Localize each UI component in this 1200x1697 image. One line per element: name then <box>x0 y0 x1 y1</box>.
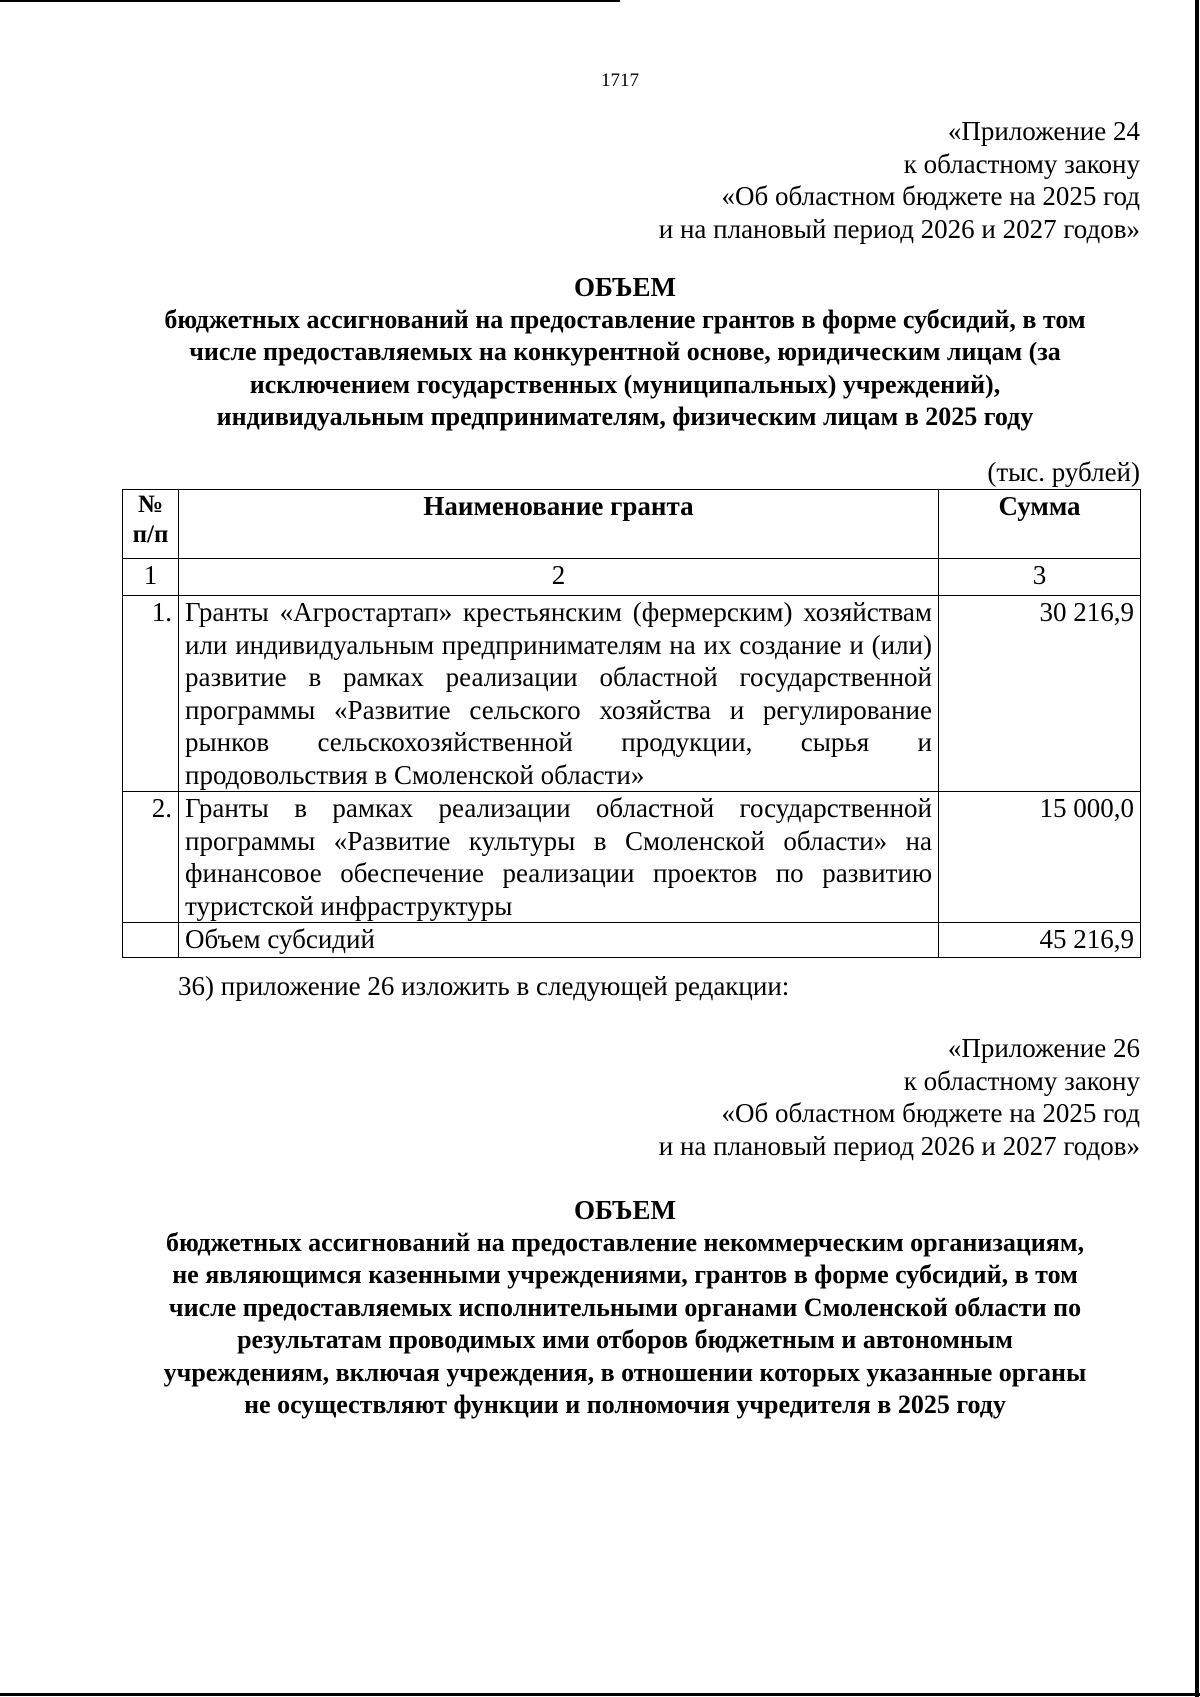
annex-line: и на плановый период 2026 и 2027 годов» <box>658 1130 1140 1161</box>
heading-line: индивидуальным предпринимателям, физическим лицам в 2025 году <box>216 402 1034 431</box>
table-index-row <box>123 559 1141 596</box>
annex-line: к областному закону <box>903 1065 1140 1096</box>
annex-line: «Об областном бюджете на 2025 год <box>721 181 1140 211</box>
page-number: 1717 <box>601 70 639 91</box>
scan-edge-top <box>0 0 620 2</box>
amendment-instruction: 36) приложение 26 изложить в следующей редакции: <box>178 971 790 1001</box>
annex-line: «Приложение 26 <box>947 1033 1140 1063</box>
units-label: (тыс. рублей) <box>987 457 1140 487</box>
annex-line: «Приложение 24 <box>947 116 1140 146</box>
table-row <box>123 596 1141 792</box>
header-name: Наименование гранта <box>179 490 939 559</box>
heading-line: учреждениям, включая учреждения, в отношении которых указанные органы <box>163 1357 1087 1387</box>
heading-line: бюджетных ассигнований на предоставление грантов в форме субсидий, в том <box>164 304 1086 334</box>
row-num: 1. <box>123 596 179 792</box>
table-total-row <box>123 923 1141 958</box>
header-num: № п/п <box>123 490 179 559</box>
total-label: Объем субсидий <box>179 923 939 958</box>
heading-line: не являющимся казенными учреждениями, грантов в форме субсидий, в том <box>172 1260 1078 1289</box>
annex-line: «Об областном бюджете на 2025 год <box>721 1098 1140 1128</box>
table-header-row <box>123 490 1141 559</box>
row-num: 2. <box>123 792 179 923</box>
annex-line: и на плановый период 2026 и 2027 годов» <box>658 213 1140 244</box>
annex-line: к областному закону <box>903 148 1140 179</box>
annex-24-header <box>659 115 1140 245</box>
heading-line: не осуществляют функции и полномочия учредителя в 2025 году <box>244 1390 1006 1419</box>
heading-line: исключением государственных (муниципальных) учреждений), <box>249 369 1001 399</box>
heading-line: числе предоставляемых на конкурентной основе, юридическим лицам (за <box>189 337 1061 366</box>
heading-title: ОБЪЕМ <box>574 272 676 302</box>
scan-edge-right <box>1195 0 1199 1697</box>
row-sum: 30 216,9 <box>939 596 1141 792</box>
row-name: Гранты «Агростартап» крестьянским (фермерским) хозяйствам или индивидуальным предпринимателям на их создание и (или) развитие в рамках реализации областной государственной программы «Развитие сельского хозяйства и регулирование рынков сельскохозяйственной продукции, сырья и продовольствия в Смоленской области» <box>179 596 939 792</box>
header-sum: Сумма <box>939 490 1141 559</box>
table-row <box>123 792 1141 923</box>
total-sum: 45 216,9 <box>939 923 1141 958</box>
section-heading-grants <box>95 271 1155 434</box>
row-sum: 15 000,0 <box>939 792 1141 923</box>
grants-table <box>122 489 1141 958</box>
index-cell: 2 <box>179 559 939 596</box>
heading-title: ОБЪЕМ <box>574 1195 676 1225</box>
row-name: Гранты в рамках реализации областной государственной программы «Развитие культуры в Смоленской области» на финансовое обеспечение реализации проектов по развитию туристской инфраструктуры <box>179 792 939 923</box>
index-cell: 3 <box>939 559 1141 596</box>
total-num <box>123 923 179 958</box>
section-heading-nonprofit <box>95 1194 1155 1422</box>
scan-edge-bottom <box>0 1693 1200 1696</box>
index-cell: 1 <box>123 559 179 596</box>
heading-line: результатам проводимых ими отборов бюджетным и автономным <box>237 1325 1013 1354</box>
annex-26-header <box>659 1032 1140 1162</box>
heading-line: числе предоставляемых исполнительными органами Смоленской области по <box>168 1292 1082 1322</box>
heading-line: бюджетных ассигнований на предоставление некоммерческим организациям, <box>165 1227 1085 1257</box>
